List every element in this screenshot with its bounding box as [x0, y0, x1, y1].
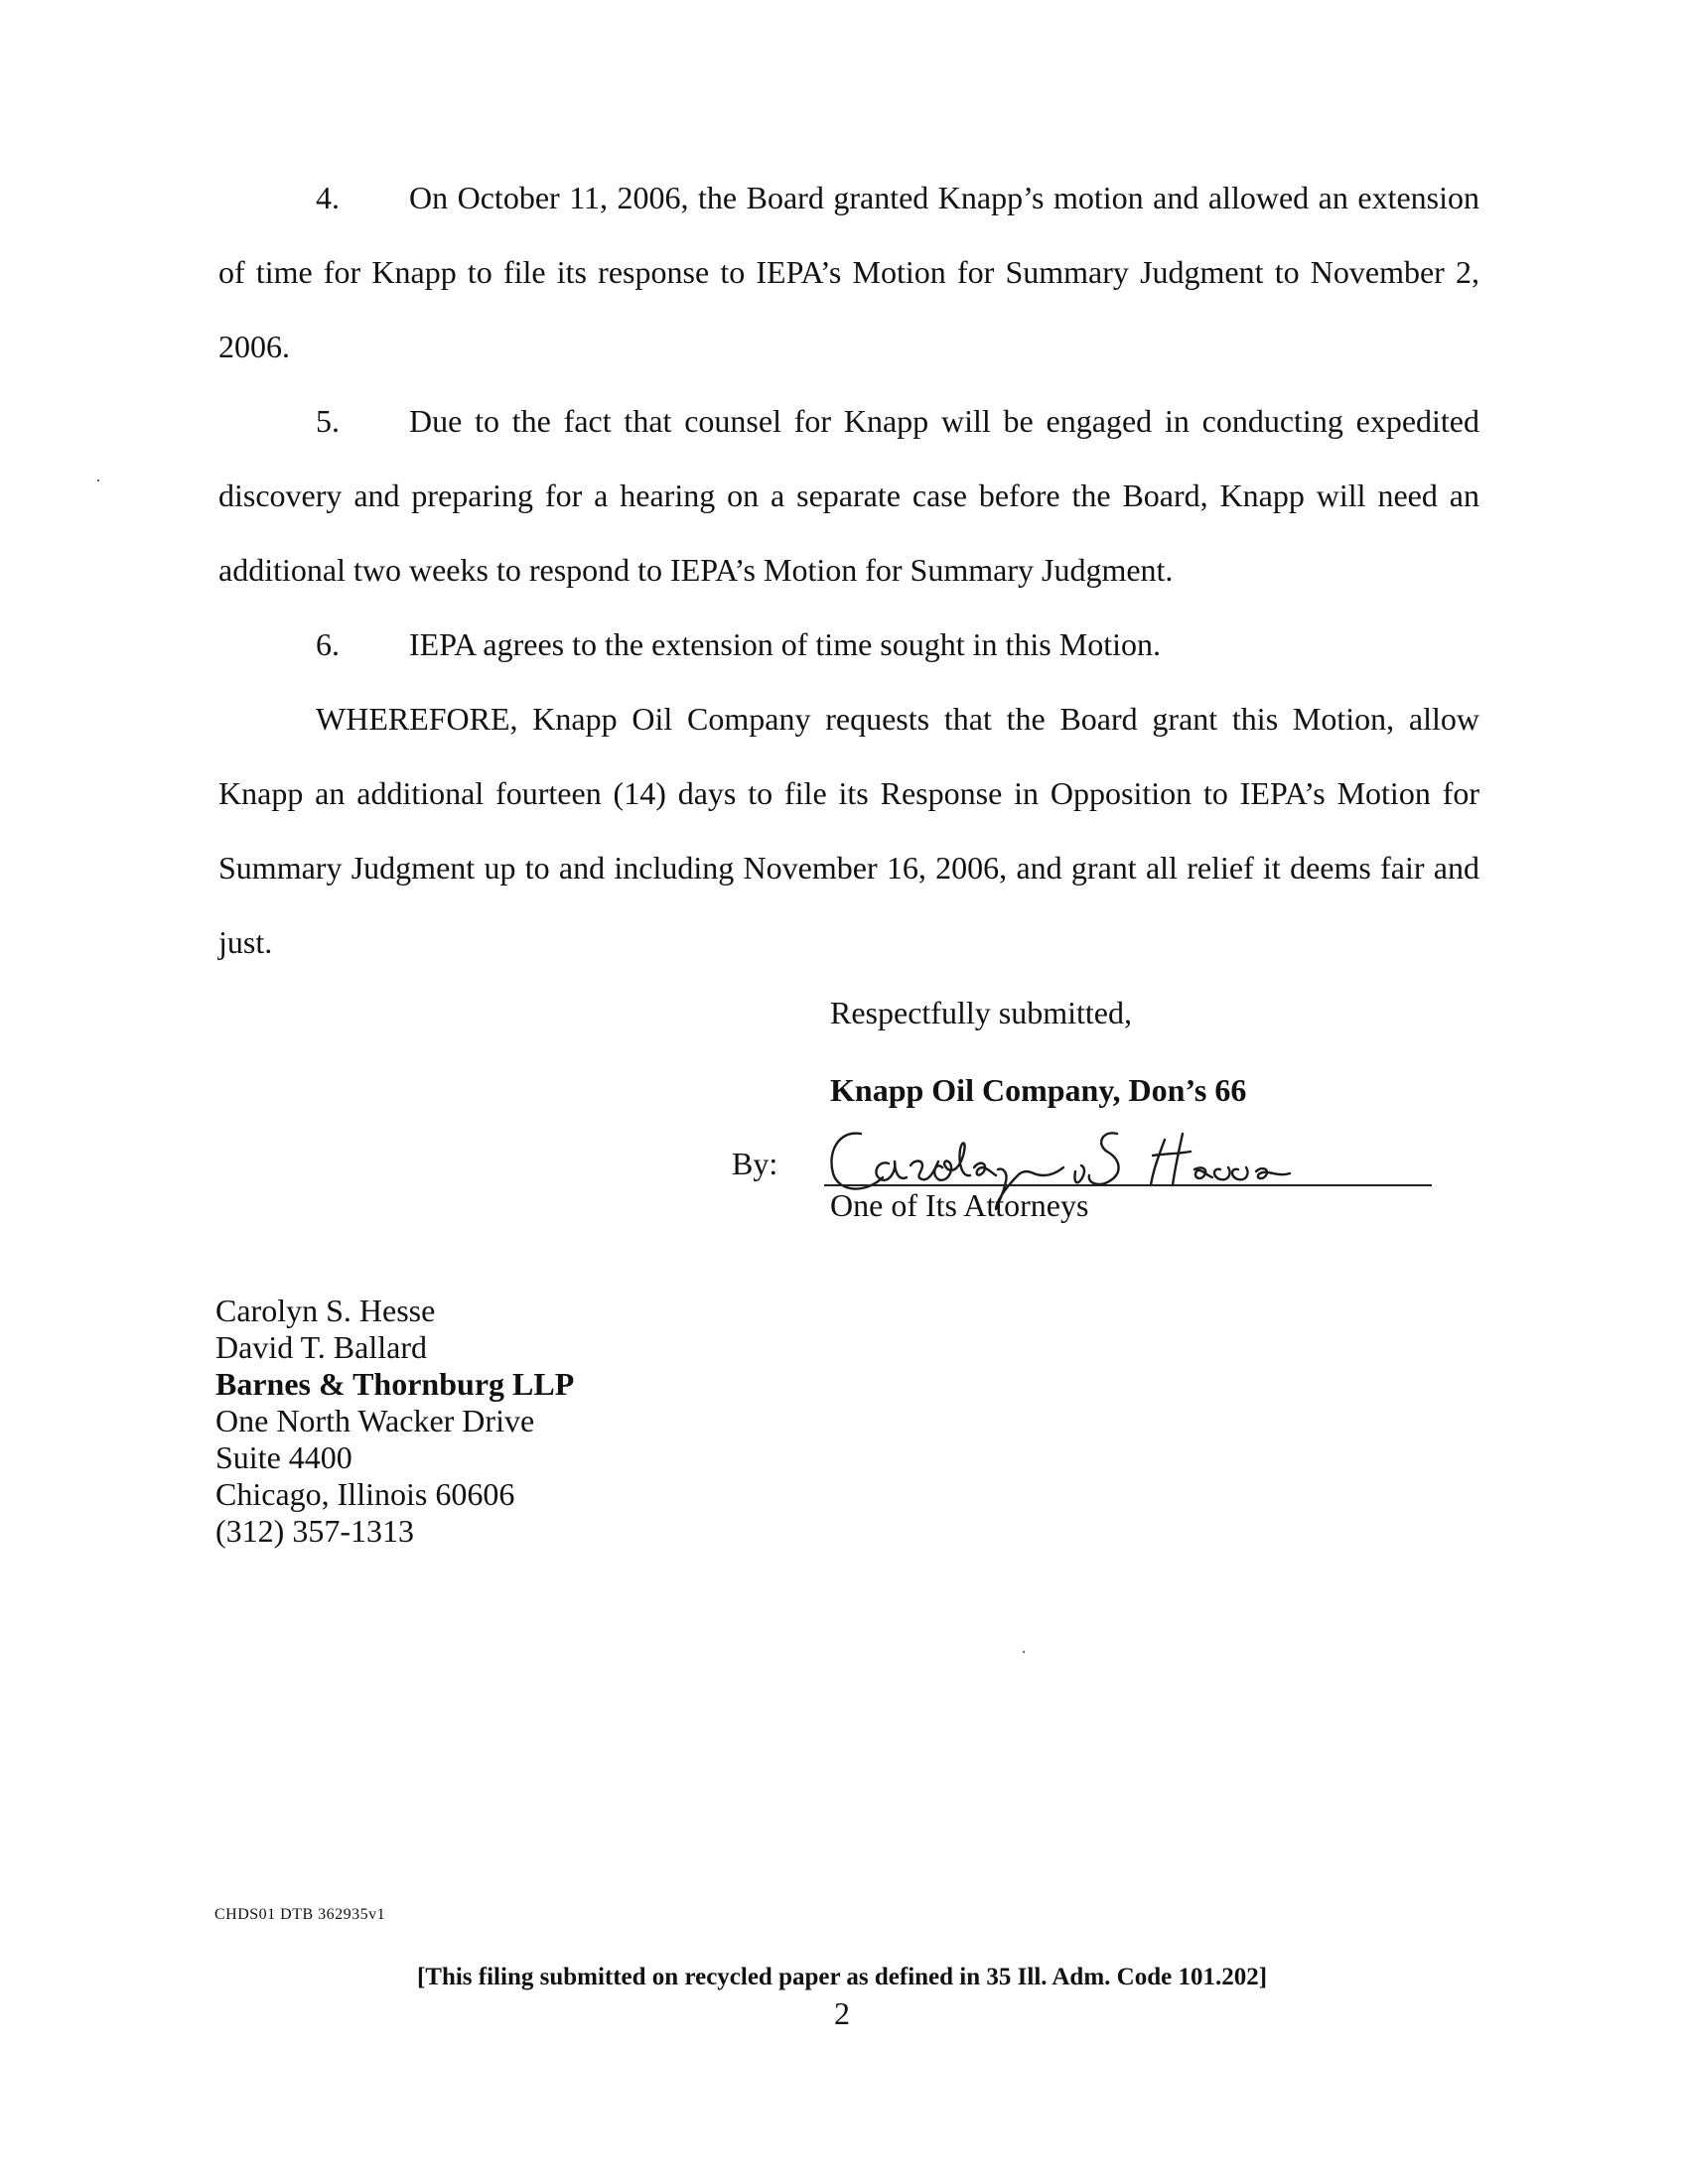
attorney-role: One of Its Attorneys	[830, 1187, 1089, 1223]
paragraph-6	[218, 608, 1479, 682]
scan-speck	[97, 479, 99, 481]
law-firm-name: Barnes & Thornburg LLP	[215, 1366, 575, 1402]
page-number: 2	[834, 1995, 850, 2031]
address-line: Suite 4400	[215, 1439, 352, 1475]
paragraph-text: On October 11, 2006, the Board granted Knapp’s motion and allowed an extension of time for Knapp to file its response to IEPA’s Motion for Summary Judgment to November 2, 2006.	[218, 180, 1479, 364]
paragraph-text: WHEREFORE, Knapp Oil Company requests that the Board grant this Motion, allow Knapp an additional fourteen (14) days to file its Response in Opposition to IEPA’s Motion for Summary Judgment up to and including November 16, 2006, and grant all relief it deems fair and just.	[218, 701, 1479, 960]
wherefore-paragraph	[218, 682, 1479, 980]
signature-line	[824, 1184, 1432, 1186]
paragraph-number: 5.	[316, 403, 340, 439]
scan-speck	[1023, 1651, 1025, 1653]
paragraph-number: 6.	[316, 626, 340, 662]
paragraph-5	[218, 384, 1479, 608]
recycled-paper-note: [This filing submitted on recycled paper as defined in 35 Ill. Adm. Code 101.202]	[416, 1964, 1268, 1990]
paragraph-text: Due to the fact that counsel for Knapp will be engaged in conducting expedited discovery and preparing for a hearing on a separate case before the Board, Knapp will need an additional two weeks to respond to IEPA’s Motion for Summary Judgment.	[218, 403, 1479, 588]
party-name: Knapp Oil Company, Don’s 66	[830, 1072, 1247, 1108]
by-label: By:	[732, 1146, 778, 1181]
paragraph-4	[218, 161, 1479, 384]
counsel-name: Carolyn S. Hesse	[215, 1293, 436, 1328]
address-line: Chicago, Illinois 60606	[215, 1476, 515, 1512]
paragraph-number: 4.	[316, 180, 340, 215]
closing-text: Respectfully submitted,	[830, 995, 1132, 1030]
document-id: CHDS01 DTB 362935v1	[214, 1906, 386, 1923]
address-line: One North Wacker Drive	[215, 1403, 535, 1438]
counsel-name: David T. Ballard	[215, 1329, 427, 1365]
paragraph-text: IEPA agrees to the extension of time sought in this Motion.	[409, 626, 1161, 662]
phone-number: (312) 357-1313	[215, 1513, 414, 1549]
counsel-address-block	[215, 1293, 574, 1550]
